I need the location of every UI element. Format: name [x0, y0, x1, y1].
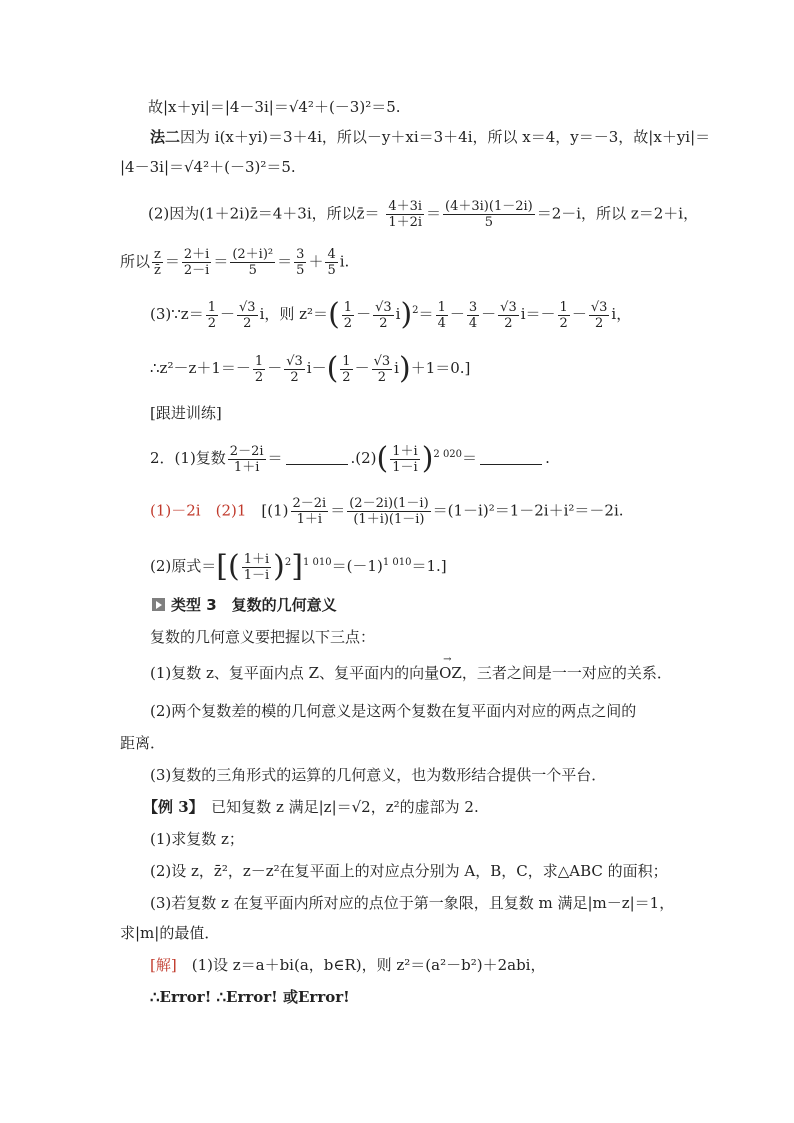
- solution-line-5: 所以 $\frac{z}{z̄}$ ＝ $\frac{2+i}{2-i}$ ＝ $\frac{\text{(2＋i)²}}{5}$ ＝ $\frac{3}{5}$ ＋ $\frac{4}{5}$ i.: [120, 247, 350, 278]
- denominator: 1＋2i: [388, 215, 423, 230]
- denominator: 2: [290, 369, 299, 385]
- fraction: [390, 445, 419, 474]
- section-type-3-heading: [152, 598, 337, 613]
- text: i＝－: [520, 305, 556, 323]
- denominator: 1－i: [392, 459, 418, 475]
- text: 距离．: [120, 734, 166, 752]
- play-triangle-icon: [152, 598, 165, 611]
- denominator: z̄: [154, 263, 161, 278]
- numerator: 2－2i: [292, 496, 327, 511]
- numerator: 3: [468, 299, 478, 315]
- denominator: 1＋i: [233, 459, 260, 475]
- fraction-root3-half: [372, 355, 393, 384]
- exercise-2-part-2-solution: [150, 549, 447, 584]
- solution-error-line: [150, 990, 350, 1005]
- exponent: 2: [412, 305, 419, 316]
- numerator: √3: [373, 353, 391, 369]
- denominator: 2: [559, 315, 568, 331]
- solution-line-1: [148, 100, 401, 115]
- text: 2．(1)复数: [150, 449, 226, 467]
- numerator: 1: [254, 353, 264, 369]
- text: (1)求复数 z；: [150, 830, 244, 848]
- denominator: 2: [379, 315, 388, 331]
- text: ＝: [462, 449, 478, 467]
- numerator: √3: [239, 299, 256, 315]
- fraction-root3-half: [589, 301, 610, 330]
- text: (2)因为(1＋2i)z̄＝4＋3i，所以z̄＝: [148, 204, 380, 223]
- denominator: 2: [342, 369, 351, 385]
- fraction: [443, 200, 535, 229]
- left-paren: (: [326, 351, 339, 386]
- text: ＝(－1): [331, 557, 383, 575]
- denominator: 2: [343, 315, 353, 331]
- text: (2)两个复数差的模的几何意义是这两个复数在复平面内对应的两点之间的: [150, 702, 637, 720]
- heading: 类型 3 复数的几何意义: [171, 596, 337, 614]
- example-label: 【例 3】: [143, 798, 197, 816]
- text: ＋1＝0.]: [410, 359, 471, 377]
- fraction-root3-half: [237, 301, 258, 330]
- numerator: 1: [437, 299, 446, 315]
- text: .: [545, 449, 550, 467]
- numerator: 3: [296, 247, 305, 262]
- heading: [跟进训练]: [150, 404, 222, 422]
- fraction-root3-half: [284, 355, 305, 384]
- numerator: 1: [342, 353, 351, 369]
- text: 已知复数 z 满足|z|＝√2，z²的虚部为 2.: [196, 798, 479, 816]
- text: 所以: [120, 252, 151, 271]
- numerator: (2－2i)(1－i): [349, 496, 429, 511]
- example-3-part-2: [150, 864, 668, 879]
- text: 复数的几何意义要把握以下三点：: [150, 628, 376, 646]
- denominator: 2－i: [183, 263, 210, 278]
- numerator: √3: [500, 299, 517, 315]
- left-paren: (: [227, 549, 240, 584]
- numerator: 1: [343, 299, 353, 315]
- right-paren: ): [273, 549, 285, 584]
- left-paren: (: [376, 441, 389, 476]
- text: ，三者之间是一一对应的关系．: [461, 664, 672, 682]
- right-paren: ): [398, 351, 411, 386]
- text: 因为 i(x＋yi)＝3＋4i，所以－y＋xi＝3＋4i，所以 x＝4，y＝－3，故|x＋yi|＝: [180, 128, 711, 146]
- fraction-quarter: [436, 301, 448, 330]
- denominator: 1－i: [243, 567, 270, 583]
- numerator: (4＋3i)(1－2i): [445, 199, 533, 214]
- text: .(2): [350, 449, 377, 467]
- fraction: [182, 248, 211, 277]
- exponent: 2: [284, 557, 292, 568]
- text: ∴z²－z＋1＝－: [150, 359, 251, 377]
- text: i.: [339, 252, 350, 271]
- denominator: 4: [437, 315, 446, 331]
- text: ＝: [418, 305, 434, 323]
- denominator: (1＋i)(1－i): [353, 512, 425, 527]
- solution-method-2: [150, 130, 710, 145]
- denominator: 5: [296, 263, 305, 278]
- exercise-2: [150, 441, 550, 476]
- text: (2)设 z，z̄²，z－z²在复平面上的对应点分别为 A，B，C，求△ABC 的面积；: [150, 862, 668, 880]
- solution-part-3: (3)∵z＝ $\frac{1}{2}$ － $\frac{√3}{2}$ i，则 z²＝( $\frac{1}{2}$ － $\frac{√3}{2}$ i)$^2$＝ $\frac{1}{4}$ － $\frac{3}{4}$ － $\frac{√3}{2}$ i＝－ $\frac{1}{2}$ － $\frac{√3}{2}$ i，: [150, 297, 632, 332]
- fraction: [228, 445, 266, 474]
- exponent: 2 020: [433, 449, 463, 460]
- numerator: 1: [559, 299, 568, 315]
- numerator: z: [154, 247, 161, 262]
- text: －: [449, 305, 465, 323]
- denominator: 2: [504, 315, 513, 331]
- denominator: 5: [248, 263, 257, 278]
- text: (2)原式＝: [150, 557, 217, 575]
- text: ∴Error! ∴Error! 或Error!: [150, 988, 350, 1006]
- fraction: [347, 497, 430, 526]
- numerator: 1: [207, 299, 216, 315]
- text: 故|x＋yi|＝|4－3i|＝√4²＋(－3)²＝5.: [148, 98, 401, 116]
- fraction: [291, 497, 329, 526]
- solution-line-3: [120, 160, 296, 175]
- paragraph-intro: [150, 630, 375, 645]
- denominator: 4: [468, 315, 478, 331]
- text: |4－3i|＝√4²＋(－3)²＝5.: [120, 158, 296, 176]
- answer-blank: [480, 464, 542, 465]
- text: (3)∵z＝: [150, 305, 204, 323]
- fraction: [325, 248, 337, 277]
- solution-line-7: ∴z²－z＋1＝－ $\frac{1}{2}$ － $\frac{√3}{2}$ i－( $\frac{1}{2}$ － $\frac{√3}{2}$ i)＋1＝0.]: [150, 351, 471, 386]
- fraction-three-quarter: [467, 301, 479, 330]
- fraction: [386, 200, 424, 229]
- text: [(1): [261, 501, 289, 520]
- right-bracket: ]: [291, 549, 303, 584]
- numerator: √3: [286, 353, 303, 369]
- left-paren: (: [328, 297, 340, 332]
- vector-oz: → OZ: [439, 666, 462, 681]
- text: ，则 z²＝: [264, 305, 329, 323]
- example-3-part-3-cont: [120, 926, 219, 941]
- text: i，: [611, 305, 632, 323]
- numerator: (2＋i)²: [232, 247, 274, 262]
- fraction-half: [558, 301, 570, 330]
- denominator: 1＋i: [296, 512, 323, 527]
- numerator: 4: [327, 247, 336, 262]
- text: i－: [306, 359, 327, 377]
- example-3: [143, 800, 479, 815]
- denominator: 2: [594, 315, 604, 331]
- numerator: 1＋i: [243, 551, 270, 567]
- text: 求|m|的最值．: [120, 924, 220, 942]
- fraction-root3-half: [373, 301, 394, 330]
- numerator: 2－2i: [229, 443, 264, 459]
- denominator: 5: [484, 215, 494, 230]
- denominator: 2: [377, 369, 387, 385]
- fraction-root3-half: [498, 301, 519, 330]
- point-3: [150, 768, 606, 783]
- point-2-cont: [120, 736, 165, 751]
- text: ＝2－i，所以 z＝2＋i，: [536, 204, 699, 223]
- denominator: 2: [254, 369, 264, 385]
- right-paren: ): [421, 441, 434, 476]
- fraction: [294, 248, 306, 277]
- fraction-half: [340, 355, 352, 384]
- fraction: [152, 248, 163, 277]
- fraction-half: [206, 301, 218, 330]
- example-3-part-3: [150, 896, 674, 911]
- right-paren: ): [400, 297, 413, 332]
- point-2: [150, 704, 636, 719]
- fraction-half: [253, 355, 265, 384]
- solution-part-2: (2)因为(1＋2i)z̄＝4＋3i，所以z̄＝ $\frac{4+3i}{1+2i}$ ＝ $\frac{(4+3i)(1-2i)}{5}$ ＝2－i，所以 z＝2＋i，: [148, 199, 699, 230]
- fraction: [242, 553, 271, 582]
- numerator: √3: [375, 299, 392, 315]
- fraction-half: [342, 301, 354, 330]
- method-label: 法二: [150, 128, 181, 146]
- text: (3)若复数 z 在复平面内所对应的点位于第一象限，且复数 m 满足|m－z|＝1，: [150, 894, 675, 912]
- text: ＝1.]: [411, 557, 447, 575]
- solution-label: [解]: [150, 956, 177, 974]
- left-bracket: [: [216, 549, 228, 584]
- numerator: 1＋i: [392, 443, 418, 459]
- answer: (1)－2i (2)1: [150, 501, 247, 520]
- exponent: 1 010: [302, 557, 332, 568]
- numerator: √3: [590, 299, 608, 315]
- denominator: 5: [327, 263, 336, 278]
- text: (1)设 z＝a＋bi(a，b∈R)，则 z²＝(a²－b²)＋2abi，: [176, 956, 546, 974]
- text: (1)复数 z、复平面内点 Z、复平面内的向量: [150, 664, 440, 682]
- answer-blank: [286, 464, 348, 465]
- exponent: 1 010: [382, 557, 412, 568]
- solution-start: [150, 958, 545, 973]
- text: ＝: [267, 449, 283, 467]
- section-followup-training: [150, 406, 222, 421]
- denominator: 2: [243, 315, 252, 331]
- exercise-2-answer: (1)－2i (2)1 [(1) $\frac{2-2i}{1+i}$ ＝ $\frac{(2-2i)(1-i)}{(1+i)(1-i)}$ ＝(1－i)²＝1－2i＋i²＝－2i.: [150, 496, 624, 527]
- point-1: [150, 666, 672, 681]
- text: ＝(1－i)²＝1－2i＋i²＝－2i.: [432, 501, 624, 520]
- fraction: [230, 248, 275, 277]
- example-3-part-1: [150, 832, 244, 847]
- text: (3)复数的三角形式的运算的几何意义，也为数形结合提供一个平台．: [150, 766, 607, 784]
- numerator: 4＋3i: [388, 199, 423, 214]
- numerator: 2＋i: [183, 247, 210, 262]
- denominator: 2: [207, 315, 216, 331]
